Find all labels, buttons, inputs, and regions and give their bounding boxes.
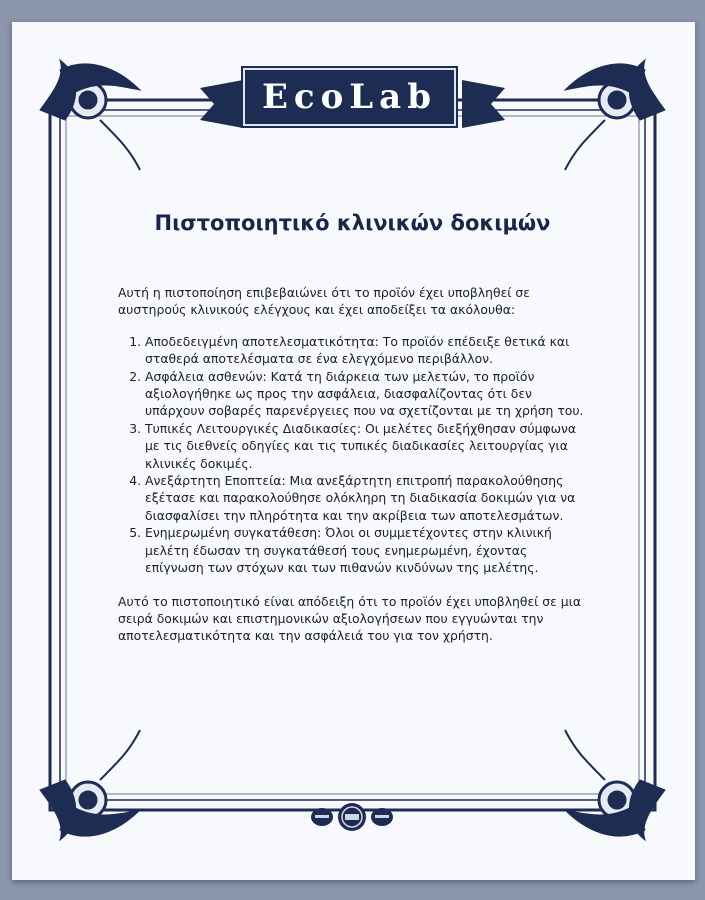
brand-name: EcoLab (261, 77, 437, 117)
certificate-body (118, 284, 588, 645)
brand-banner (243, 68, 456, 126)
closing-paragraph: Αυτό το πιστοποιητικό είναι απόδειξη ότι το προϊόν έχει υποβληθεί σε μια σειρά δοκιμών και επιστημονικών αξιολογήσεων που εγγυώνται την αποτελεσματικότητα και την ασφάλειά του για τον χρήστη. (118, 593, 582, 644)
list-item: 3. Τυπικές Λειτουργικές Διαδικασίες: Οι μελέτες διεξήχθησαν σύμφωνα με τις διεθνείς οδηγίες και τις τυπικές διαδικασίες λειτουργίας για κλινικές δοκιμές. (145, 420, 588, 472)
list-item: 5. Ενημερωμένη συγκατάθεση: Όλοι οι συμμετέχοντες στην κλινική μελέτη έδωσαν τη συγκατάθεσή τους ενημερωμένη, έχοντας επίγνωση των στόχων και των πιθανών κινδύνων της μελέτης. (145, 524, 588, 576)
intro-paragraph: Αυτή η πιστοποίηση επιβεβαιώνει ότι το προϊόν έχει υποβληθεί σε αυστηρούς κλινικούς ελέγχους και έχει αποδείξει τα ακόλουθα: (118, 285, 530, 318)
stamp-icon (371, 808, 393, 826)
criteria-list (118, 333, 588, 577)
stamp-icon (311, 808, 333, 826)
list-item: 4. Ανεξάρτητη Εποπτεία: Μια ανεξάρτητη επιτροπή παρακολούθησης εξέτασε και παρακολούθησε ολόκληρη τη διαδικασία δοκιμών για να διασφαλίσει την πληρότητα και την ακρίβεια των αποτελεσμάτων. (145, 472, 588, 524)
seal-icon (338, 803, 366, 831)
list-item: 1. Αποδεδειγμένη αποτελεσματικότητα: Το προϊόν επέδειξε θετικά και σταθερά αποτελέσματα σε ένα ελεγχόμενο περιβάλλον. (145, 333, 588, 368)
list-item: 2. Ασφάλεια ασθενών: Κατά τη διάρκεια των μελετών, το προϊόν αξιολογήθηκε ως προς την ασφάλεια, διασφαλίζοντας ότι δεν υπάρχουν σοβαρές παρενέργειες που να σχετίζονται με τη χρήση του. (145, 368, 588, 420)
certificate-title: Πιστοποιητικό κλινικών δοκιμών (154, 211, 551, 235)
seals (310, 802, 394, 832)
